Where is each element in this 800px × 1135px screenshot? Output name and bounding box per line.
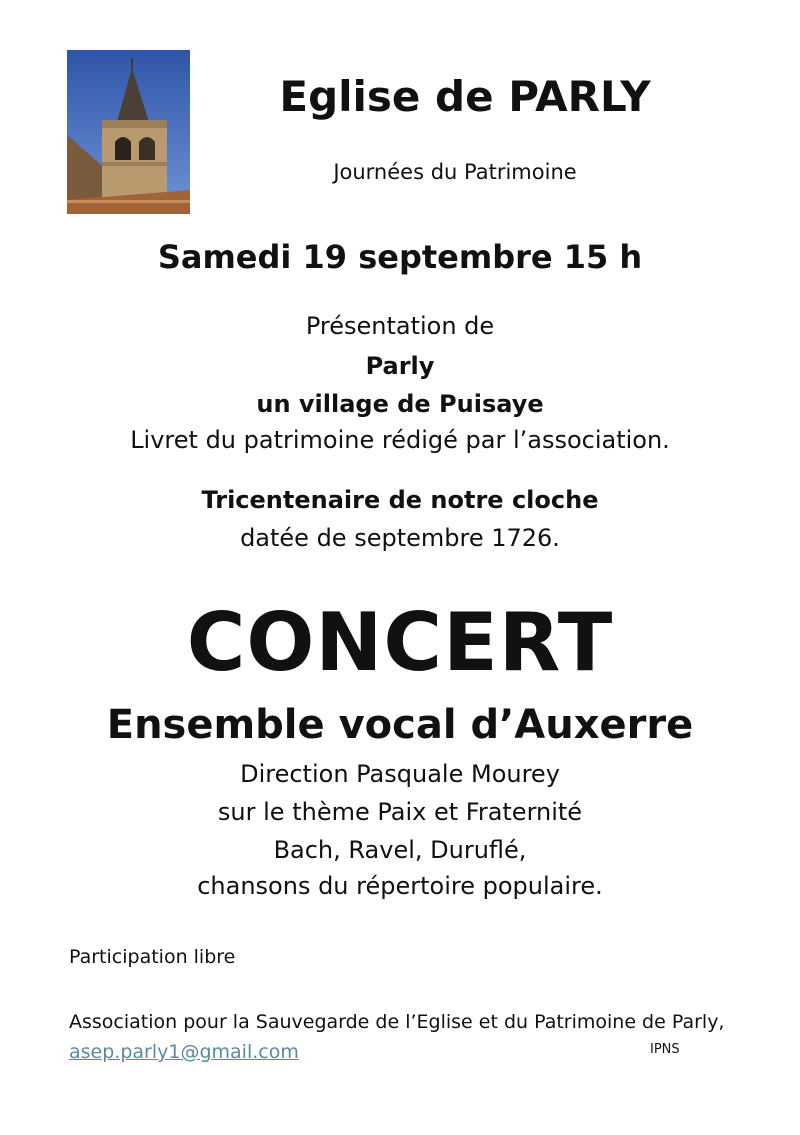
association-text: Association pour la Sauvegarde de l’Eglise et du Patrimoine de Parly, (69, 1011, 725, 1033)
presentation-title-2: un village de Puisaye (256, 390, 544, 418)
church-photo (67, 50, 190, 214)
presentation-intro: Présentation de (305, 312, 495, 340)
page-subtitle: Journées du Patrimoine (333, 160, 577, 184)
concert-direction: Direction Pasquale Mourey (240, 760, 560, 788)
email-link[interactable]: asep.parly1@gmail.com (69, 1041, 299, 1063)
anniversary-title: Tricentenaire de notre cloche (201, 486, 599, 514)
concert-composers: Bach, Ravel, Duruflé, (273, 836, 527, 864)
concert-theme: sur le thème Paix et Fraternité (217, 798, 583, 826)
concert-repertoire: chansons du répertoire populaire. (197, 872, 603, 900)
anniversary-desc: datée de septembre 1726. (240, 524, 560, 552)
concert-heading: CONCERT (186, 596, 614, 689)
participation-text: Participation libre (69, 946, 236, 968)
association-info (69, 1007, 729, 1067)
page-title: Eglise de PARLY (279, 72, 651, 121)
ipns-label: IPNS (650, 1042, 680, 1057)
presentation-desc: Livret du patrimoine rédigé par l’association. (130, 426, 670, 454)
presentation-title-1: Parly (365, 352, 435, 380)
ensemble-name: Ensemble vocal d’Auxerre (106, 702, 694, 748)
event-date: Samedi 19 septembre 15 h (157, 238, 643, 276)
